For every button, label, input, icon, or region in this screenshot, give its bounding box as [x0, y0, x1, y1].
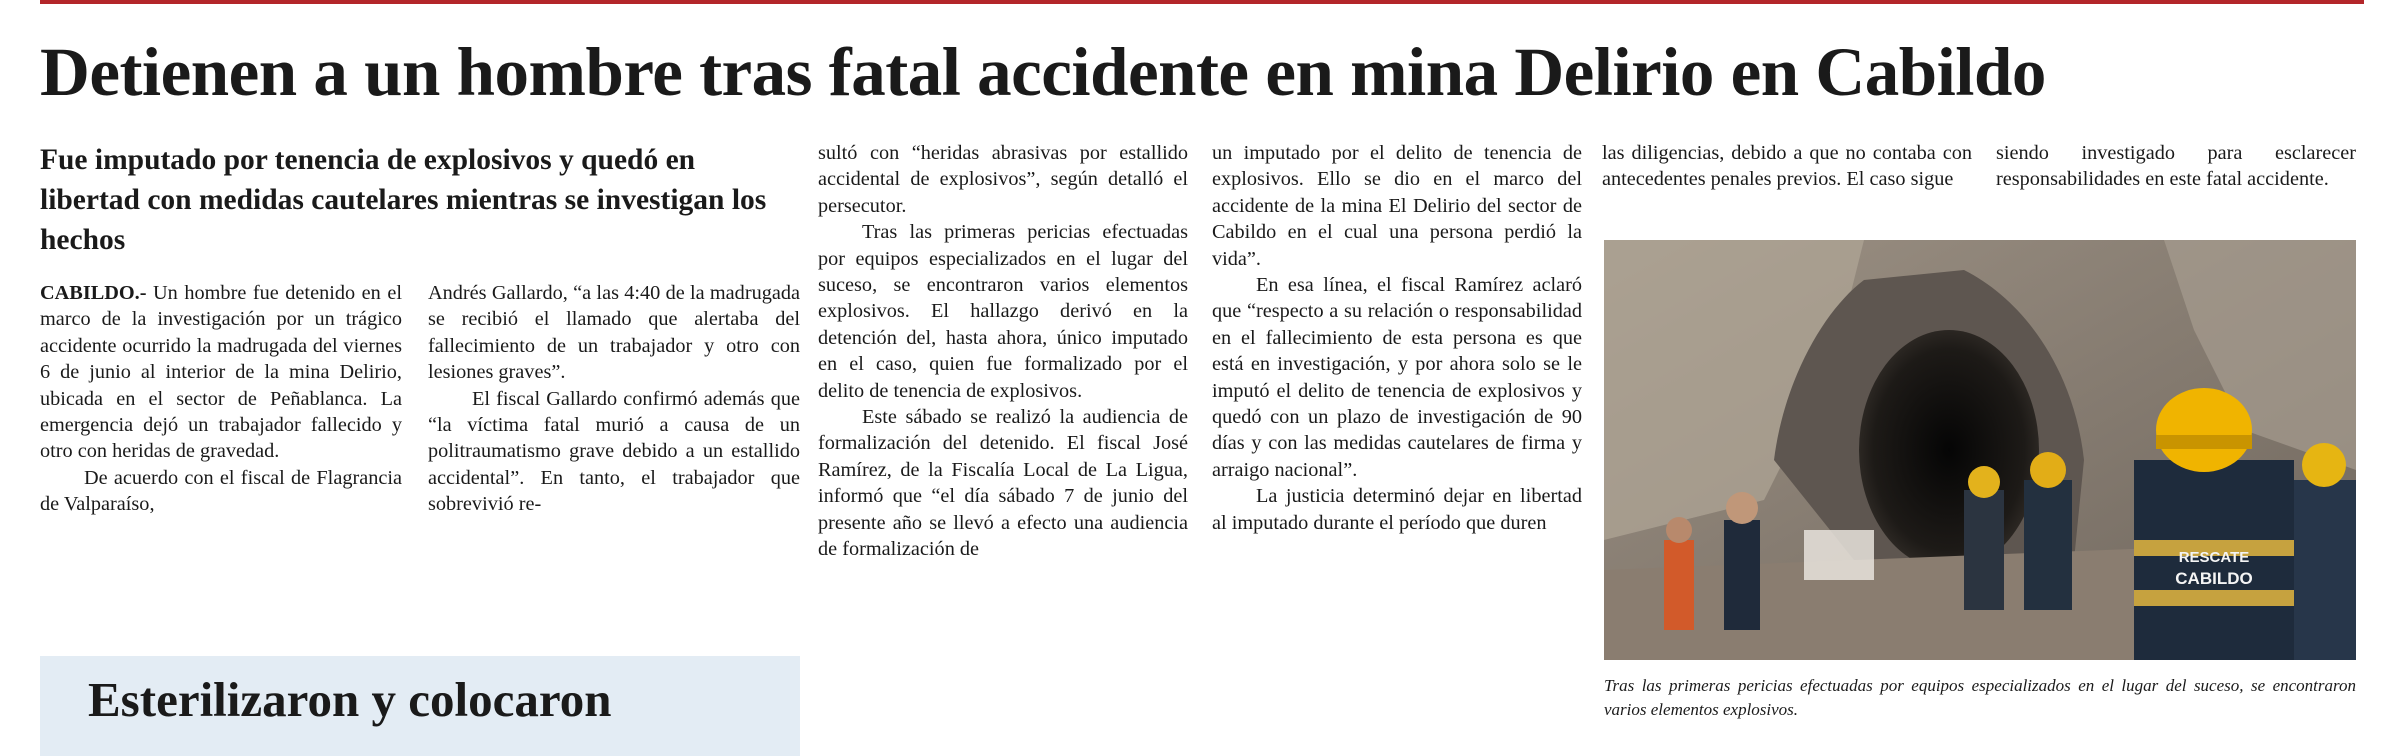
- column-1-paragraph-1-text: Un hombre fue detenido en el marco de la investigación por un trágico accidente ocurrido la madrugada del viernes 6 de junio al interior de la mina Delirio, ubicada en el sector de Peñablanca. La emergencia dejó un trabajador fallecido y otro con heridas de gravedad.: [40, 282, 402, 463]
- column-4-paragraph-2: En esa línea, el fiscal Ramírez aclaró que “respecto a su relación o responsabilidad en el fallecimiento de esta persona es que está en investigación, y por ahora solo se le imputó el delito de tenencia de explosivos y quedó con un plazo de investigación de 90 días y con las medidas cautelares de firma y arraigo nacional”.: [1212, 274, 1582, 481]
- column-3-paragraph-1: sultó con “heridas abrasivas por estallido accidental de explosivos”, según detalló el persecutor.: [818, 142, 1188, 217]
- column-1-paragraph-2: De acuerdo con el fiscal de Flagrancia de Valparaíso,: [40, 466, 402, 516]
- column-3-paragraph-2: Tras las primeras pericias efectuadas por equipos especializados en el lugar del suceso, se encontraron varios elementos explosivos. El hallazgo derivó en la detención del, hasta ahora, único imputado en el caso, quien fue formalizado por el delito de tenencia de explosivos.: [818, 221, 1188, 402]
- article-column-3: [818, 140, 1188, 563]
- related-article-title[interactable]: Esterilizaron y colocaron: [88, 672, 612, 727]
- column-3-paragraph-3: Este sábado se realizó la audiencia de formalización del detenido. El fiscal José Ramírez, de la Fiscalía Local de La Ligua, informó que “el día sábado 7 de junio del presente año se llevó a efecto una audiencia de formalización de: [818, 406, 1188, 561]
- column-2-paragraph-2: El fiscal Gallardo confirmó además que “la víctima fatal murió a causa de un politraumatismo grave debido a un estallido accidental”. En tanto, el trabajador que sobrevivió re-: [428, 387, 800, 516]
- article-photo: [1604, 240, 2356, 660]
- top-accent-rule: [40, 0, 2364, 4]
- article-dateline: CABILDO.-: [40, 282, 147, 304]
- article-column-1: [40, 280, 402, 518]
- column-2-paragraph-1: Andrés Gallardo, “a las 4:40 de la madrugada se recibió el llamado que alertaba del fallecimiento de un trabajador y otro con lesiones graves”.: [428, 282, 800, 384]
- vest-text-line-2: CABILDO: [2175, 569, 2253, 588]
- column-4-paragraph-3: La justicia determinó dejar en libertad al imputado durante el período que duren: [1212, 485, 1582, 534]
- column-4-paragraph-1: un imputado por el delito de tenencia de explosivos. Ello se dio en el marco del accidente de la mina El Delirio del sector de Cabildo en el cual una persona perdió la vida”.: [1212, 142, 1582, 270]
- article-headline: Detienen a un hombre tras fatal accidente en mina Delirio en Cabildo: [40, 34, 2046, 110]
- vest-text-line-1: RESCATE: [2178, 549, 2250, 566]
- column-5-paragraph-1: las diligencias, debido a que no contaba con antecedentes penales previos. El caso sigue: [1602, 142, 1972, 191]
- photo-caption: Tras las primeras pericias efectuadas por equipos especializados en el lugar del suceso, se encontraron varios elementos explosivos.: [1604, 676, 2356, 719]
- article-subhead: Fue imputado por tenencia de explosivos y quedó en libertad con medidas cautelares mientras se investigan los hechos: [40, 144, 767, 256]
- column-1-paragraph-1: [40, 280, 402, 465]
- article-column-4: [1212, 140, 1582, 536]
- article-column-6: [1996, 140, 2356, 193]
- article-column-5: [1602, 140, 1972, 193]
- article-column-2: [428, 280, 800, 518]
- column-6-paragraph-1: siendo investigado para esclarecer responsabilidades en este fatal accidente.: [1996, 142, 2356, 191]
- mine-entrance-illustration: [1604, 240, 2356, 660]
